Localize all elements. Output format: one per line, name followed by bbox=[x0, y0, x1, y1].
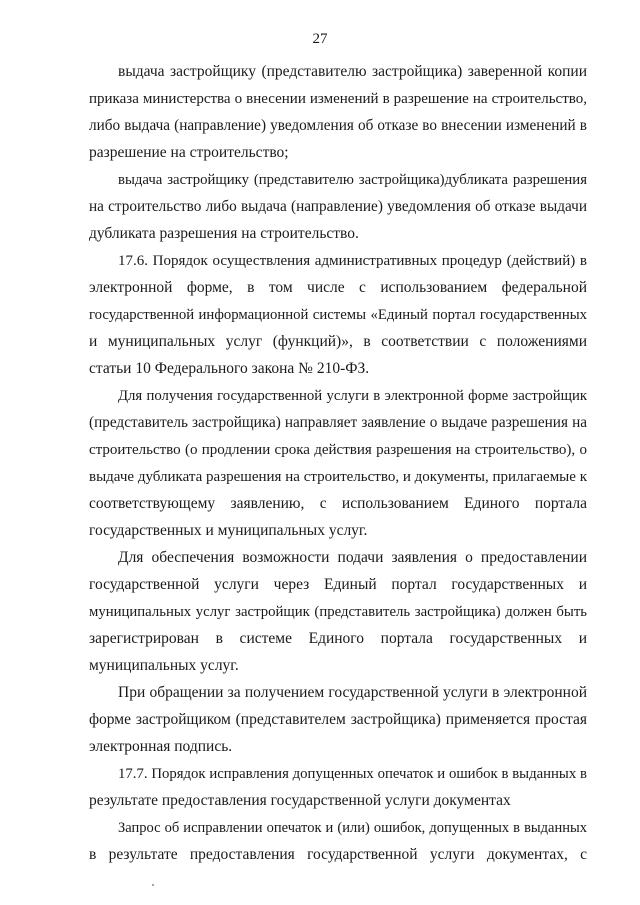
text-line: разрешение на строительство; bbox=[89, 144, 289, 161]
text-line: (представитель застройщика) направляет заявление о выдаче разрешения на bbox=[89, 414, 587, 431]
text-line: муниципальных услуг. bbox=[89, 657, 239, 674]
text-line: электронная подпись. bbox=[89, 738, 233, 755]
text-line: статьи 10 Федерального закона № 210-ФЗ. bbox=[89, 360, 370, 377]
text-line: на строительство либо выдача (направление) уведомления об отказе выдачи bbox=[89, 198, 587, 215]
text-line: выдаче дубликата разрешения на строительство, и документы, прилагаемые к bbox=[89, 469, 587, 485]
text-line: выдача застройщику (представителю застройщика) заверенной копии bbox=[118, 63, 587, 80]
text-line: государственной информационной системы «Единый портал государственных bbox=[89, 307, 587, 323]
text-line: муниципальных услуг застройщик (представитель застройщика) должен быть bbox=[89, 604, 587, 620]
text-line: государственной услуги через Единый портал государственных и bbox=[89, 576, 587, 593]
section-heading-line: 17.7. Порядок исправления допущенных опечаток и ошибок в выданных в bbox=[118, 766, 587, 782]
text-line: приказа министерства о внесении изменений в разрешение на строительство, bbox=[89, 91, 587, 107]
scan-speck bbox=[152, 884, 154, 886]
text-line: Для получения государственной услуги в электронной форме застройщик bbox=[118, 388, 587, 404]
text-line: При обращении за получением государственной услуги в электронной bbox=[118, 684, 587, 701]
text-line: и муниципальных услуг (функций)», в соответствии с положениями bbox=[89, 333, 587, 350]
text-line: строительство (о продлении срока действия разрешения на строительство), о bbox=[89, 442, 587, 458]
text-line: результате предоставления государственной услуги документах bbox=[89, 792, 511, 809]
text-line: в результате предоставления государственной услуги документах, с bbox=[89, 846, 587, 863]
text-line: Для обеспечения возможности подачи заявления о предоставлении bbox=[118, 549, 587, 566]
text-line: дубликата разрешения на строительство. bbox=[89, 225, 359, 242]
text-line: Запрос об исправлении опечаток и (или) ошибок, допущенных в выданных bbox=[118, 820, 587, 836]
page-number: 27 bbox=[312, 31, 328, 47]
text-line: выдача застройщику (представителю застройщика)дубликата разрешения bbox=[118, 172, 587, 188]
text-line: либо выдача (направление) уведомления об отказе во внесении изменений в bbox=[89, 117, 587, 134]
text-line: государственных и муниципальных услуг. bbox=[89, 522, 368, 539]
text-line: соответствующему заявлению, с использованием Единого портала bbox=[89, 495, 587, 512]
text-line: форме застройщиком (представителем застройщика) применяется простая bbox=[89, 711, 587, 728]
text-line: зарегистрирован в системе Единого портала государственных и bbox=[89, 630, 587, 647]
section-heading-line: 17.6. Порядок осуществления административных процедур (действий) в bbox=[118, 253, 587, 269]
text-line: электронной форме, в том числе с использованием федеральной bbox=[89, 279, 587, 296]
